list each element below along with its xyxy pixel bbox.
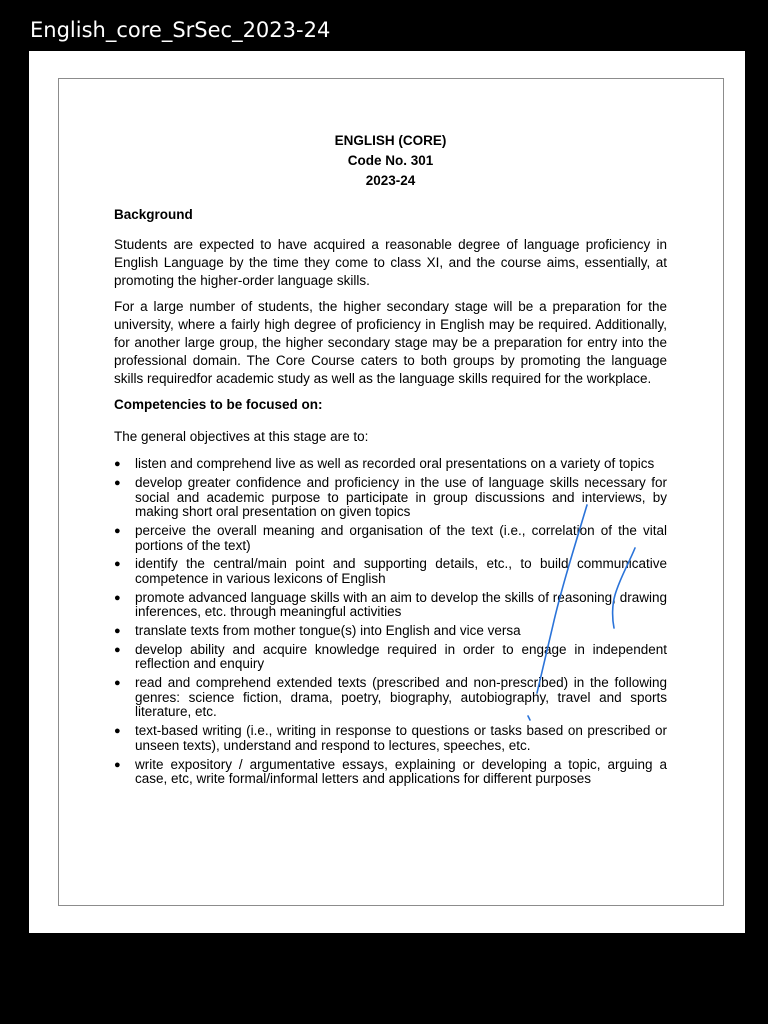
list-item-text: develop greater confidence and proficiency in the use of language skills necessary for social and academic purpose to participate in group discussions and interviews, by making short oral presentation on given topics [135, 474, 667, 520]
list-item-text: translate texts from mother tongue(s) into English and vice versa [135, 623, 521, 639]
background-paragraph-2: For a large number of students, the higher secondary stage will be a preparation for the university, where a fairly high degree of proficiency in English may be required. Additionally, for another large group, the higher secondary stage may be a preparation for entry into the professional domain. The Core Course caters to both groups by promoting the language skills requiredfor academic study as well as the language skills required for the workplace. [114, 299, 667, 386]
bullet-icon: ● [114, 558, 121, 571]
bullet-icon: ● [114, 591, 121, 604]
bullet-icon: ● [114, 677, 121, 690]
bullet-icon: ● [114, 524, 121, 537]
pen-stroke-annotation-icon [613, 548, 635, 628]
list-item-text: identify the central/main point and supporting details, etc., to build communicative competence in various lexicons of English [135, 556, 667, 586]
course-title: ENGLISH (CORE) [334, 133, 447, 148]
list-item-text: develop ability and acquire knowledge required in order to engage in independent reflection and enquiry [135, 641, 667, 672]
list-item-text: listen and comprehend live as well as recorded oral presentations on a variety of topics [135, 456, 655, 472]
bullet-icon: ● [114, 643, 121, 656]
bullet-icon: ● [114, 625, 121, 638]
course-year: 2023-24 [365, 173, 416, 188]
bullet-icon: ● [114, 458, 121, 471]
bullet-icon: ● [114, 725, 121, 738]
course-code: Code No. 301 [347, 153, 434, 168]
background-paragraph-1: Students are expected to have acquired a reasonable degree of language proficiency in English Language by the time they come to class XI, and the course aims, essentially, at promoting the higher-order language skills. [114, 237, 667, 288]
list-item-text: perceive the overall meaning and organisation of the text (i.e., correlation of the vital portions of the text) [135, 522, 667, 553]
bullet-icon: ● [114, 758, 121, 771]
bullet-icon: ● [114, 476, 121, 489]
objectives-intro: The general objectives at this stage are to: [114, 429, 369, 445]
list-item-text: text-based writing (i.e., writing in response to questions or tasks based on prescribed or unseen texts), understand and respond to lectures, speeches, etc. [135, 723, 667, 753]
background-heading: Background [114, 207, 193, 222]
competencies-heading: Competencies to be focused on: [114, 397, 323, 413]
pen-stroke-annotation-icon [528, 716, 530, 720]
list-item-text: read and comprehend extended texts (prescribed and non-prescribed) in the following genres: science fiction, drama, poetry, biography, autobiography, travel and sports literature, etc. [135, 675, 667, 720]
list-item-text: promote advanced language skills with an aim to develop the skills of reasoning, drawing inferences, etc. through meaningful activities [135, 589, 667, 620]
list-item-text: write expository / argumentative essays, explaining or developing a topic, arguing a case, etc, write formal/informal letters and applications for different purposes [135, 756, 667, 787]
pen-stroke-annotation-icon [537, 505, 587, 693]
document-title: English_core_SrSec_2023-24 [30, 18, 331, 42]
